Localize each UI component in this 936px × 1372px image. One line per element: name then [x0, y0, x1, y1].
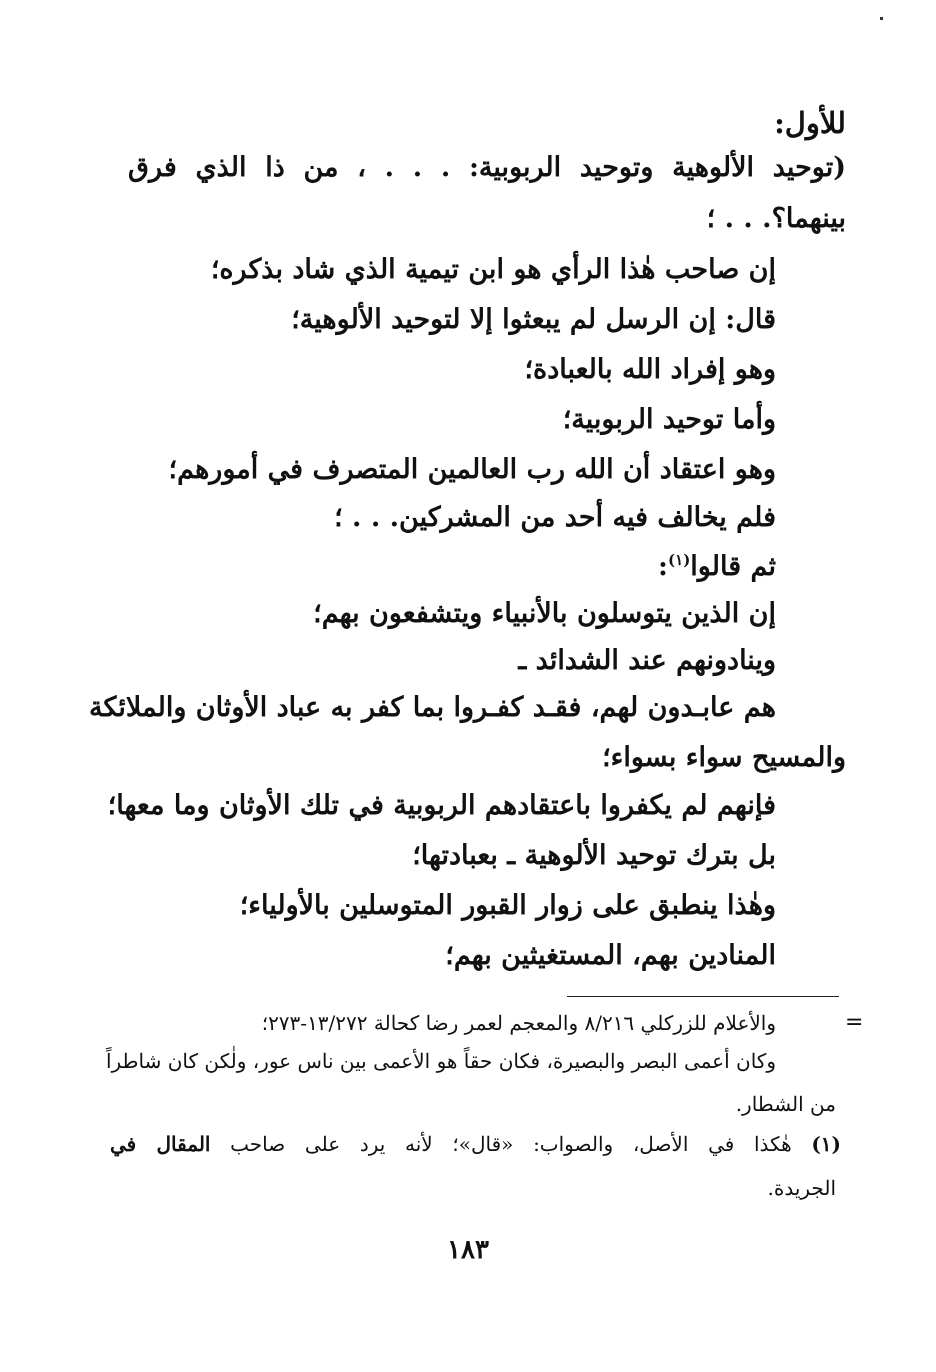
verse-line-thumma: [658, 547, 776, 587]
footnote-1-line-2: الجريدة.: [767, 1176, 836, 1200]
verse-line-12: المنادين بهم، المستغيثين بهم؛: [445, 940, 776, 971]
verse-line-1: إن صاحب هٰذا الرأي هو ابن تيمية الذي شاد بذكره؛: [210, 254, 776, 285]
thumma-text: ثم قالوا: [690, 551, 776, 582]
verse-line-6: فلم يخالف فيه أحد من المشركين. . . ؛: [334, 502, 776, 533]
footnote-separator: [567, 996, 839, 997]
verse-line-3: وهو إفراد الله بالعبادة؛: [524, 354, 776, 385]
footnote-prev-line-1: والأعلام للزركلي ٨/٢١٦ والمعجم لعمر رضا كحالة ١٣/٢٧٢-٢٧٣؛: [261, 1011, 776, 1035]
footnote-1-number: (١): [811, 1132, 842, 1156]
paragraph-2-line-2: والمسيح سواء بسواء؛: [602, 742, 846, 773]
verse-line-4: وأما توحيد الربوبية؛: [562, 404, 776, 435]
verse-line-8: وينادونهم عند الشدائد ـ: [518, 645, 776, 676]
thumma-colon: :: [658, 551, 669, 582]
footnote-reference-1: (١): [668, 551, 691, 569]
verse-line-7: إن الذين يتوسلون بالأنبياء ويتشفعون بهم؛: [313, 598, 776, 629]
footnote-continuation-mark: =: [845, 1010, 864, 1035]
verse-line-5: وهو اعتقاد أن الله رب العالمين المتصرف في أمورهم؛: [168, 454, 776, 485]
footnote-1-text: هٰكذا في الأصل، والصواب: «قال»؛ لأنه يرد على صاحب: [230, 1132, 792, 1156]
paragraph-1-line-1: (توحيد الألوهية وتوحيد الربوبية: . . . ، من ذا الذي فرق: [128, 152, 846, 183]
verse-line-11: وهٰذا ينطبق على زوار القبور المتوسلين بالأولياء؛: [239, 890, 776, 921]
verse-line-10: بل بترك توحيد الألوهية ـ بعبادتها؛: [412, 840, 776, 871]
page-number: ١٨٣: [447, 1235, 489, 1265]
footnote-1-bold-text: المقال في: [110, 1132, 211, 1156]
footnote-prev-line-3: من الشطار.: [735, 1092, 836, 1116]
footnote-1-line-1: [110, 1129, 841, 1159]
footnote-prev-line-2: وكان أعمى البصر والبصيرة، فكان حقاً هو الأعمى بين ناس عور، ولٰكن كان شاطراً: [105, 1049, 776, 1073]
paragraph-2-line-1: هم عابـدون لهم، فقـد كفـروا بما كفر به عباد الأوثان والملائكة: [88, 692, 776, 723]
verse-line-9: فإنهم لم يكفروا باعتقادهم الربوبية في تلك الأوثان وما معها؛: [107, 790, 776, 821]
scan-speck: [880, 17, 883, 20]
verse-line-2: قال: إن الرسل لم يبعثوا إلا لتوحيد الألوهية؛: [291, 304, 776, 335]
section-heading: للأول:: [774, 106, 846, 140]
paragraph-1-line-2: بينهما؟. . . ؛: [706, 203, 846, 234]
